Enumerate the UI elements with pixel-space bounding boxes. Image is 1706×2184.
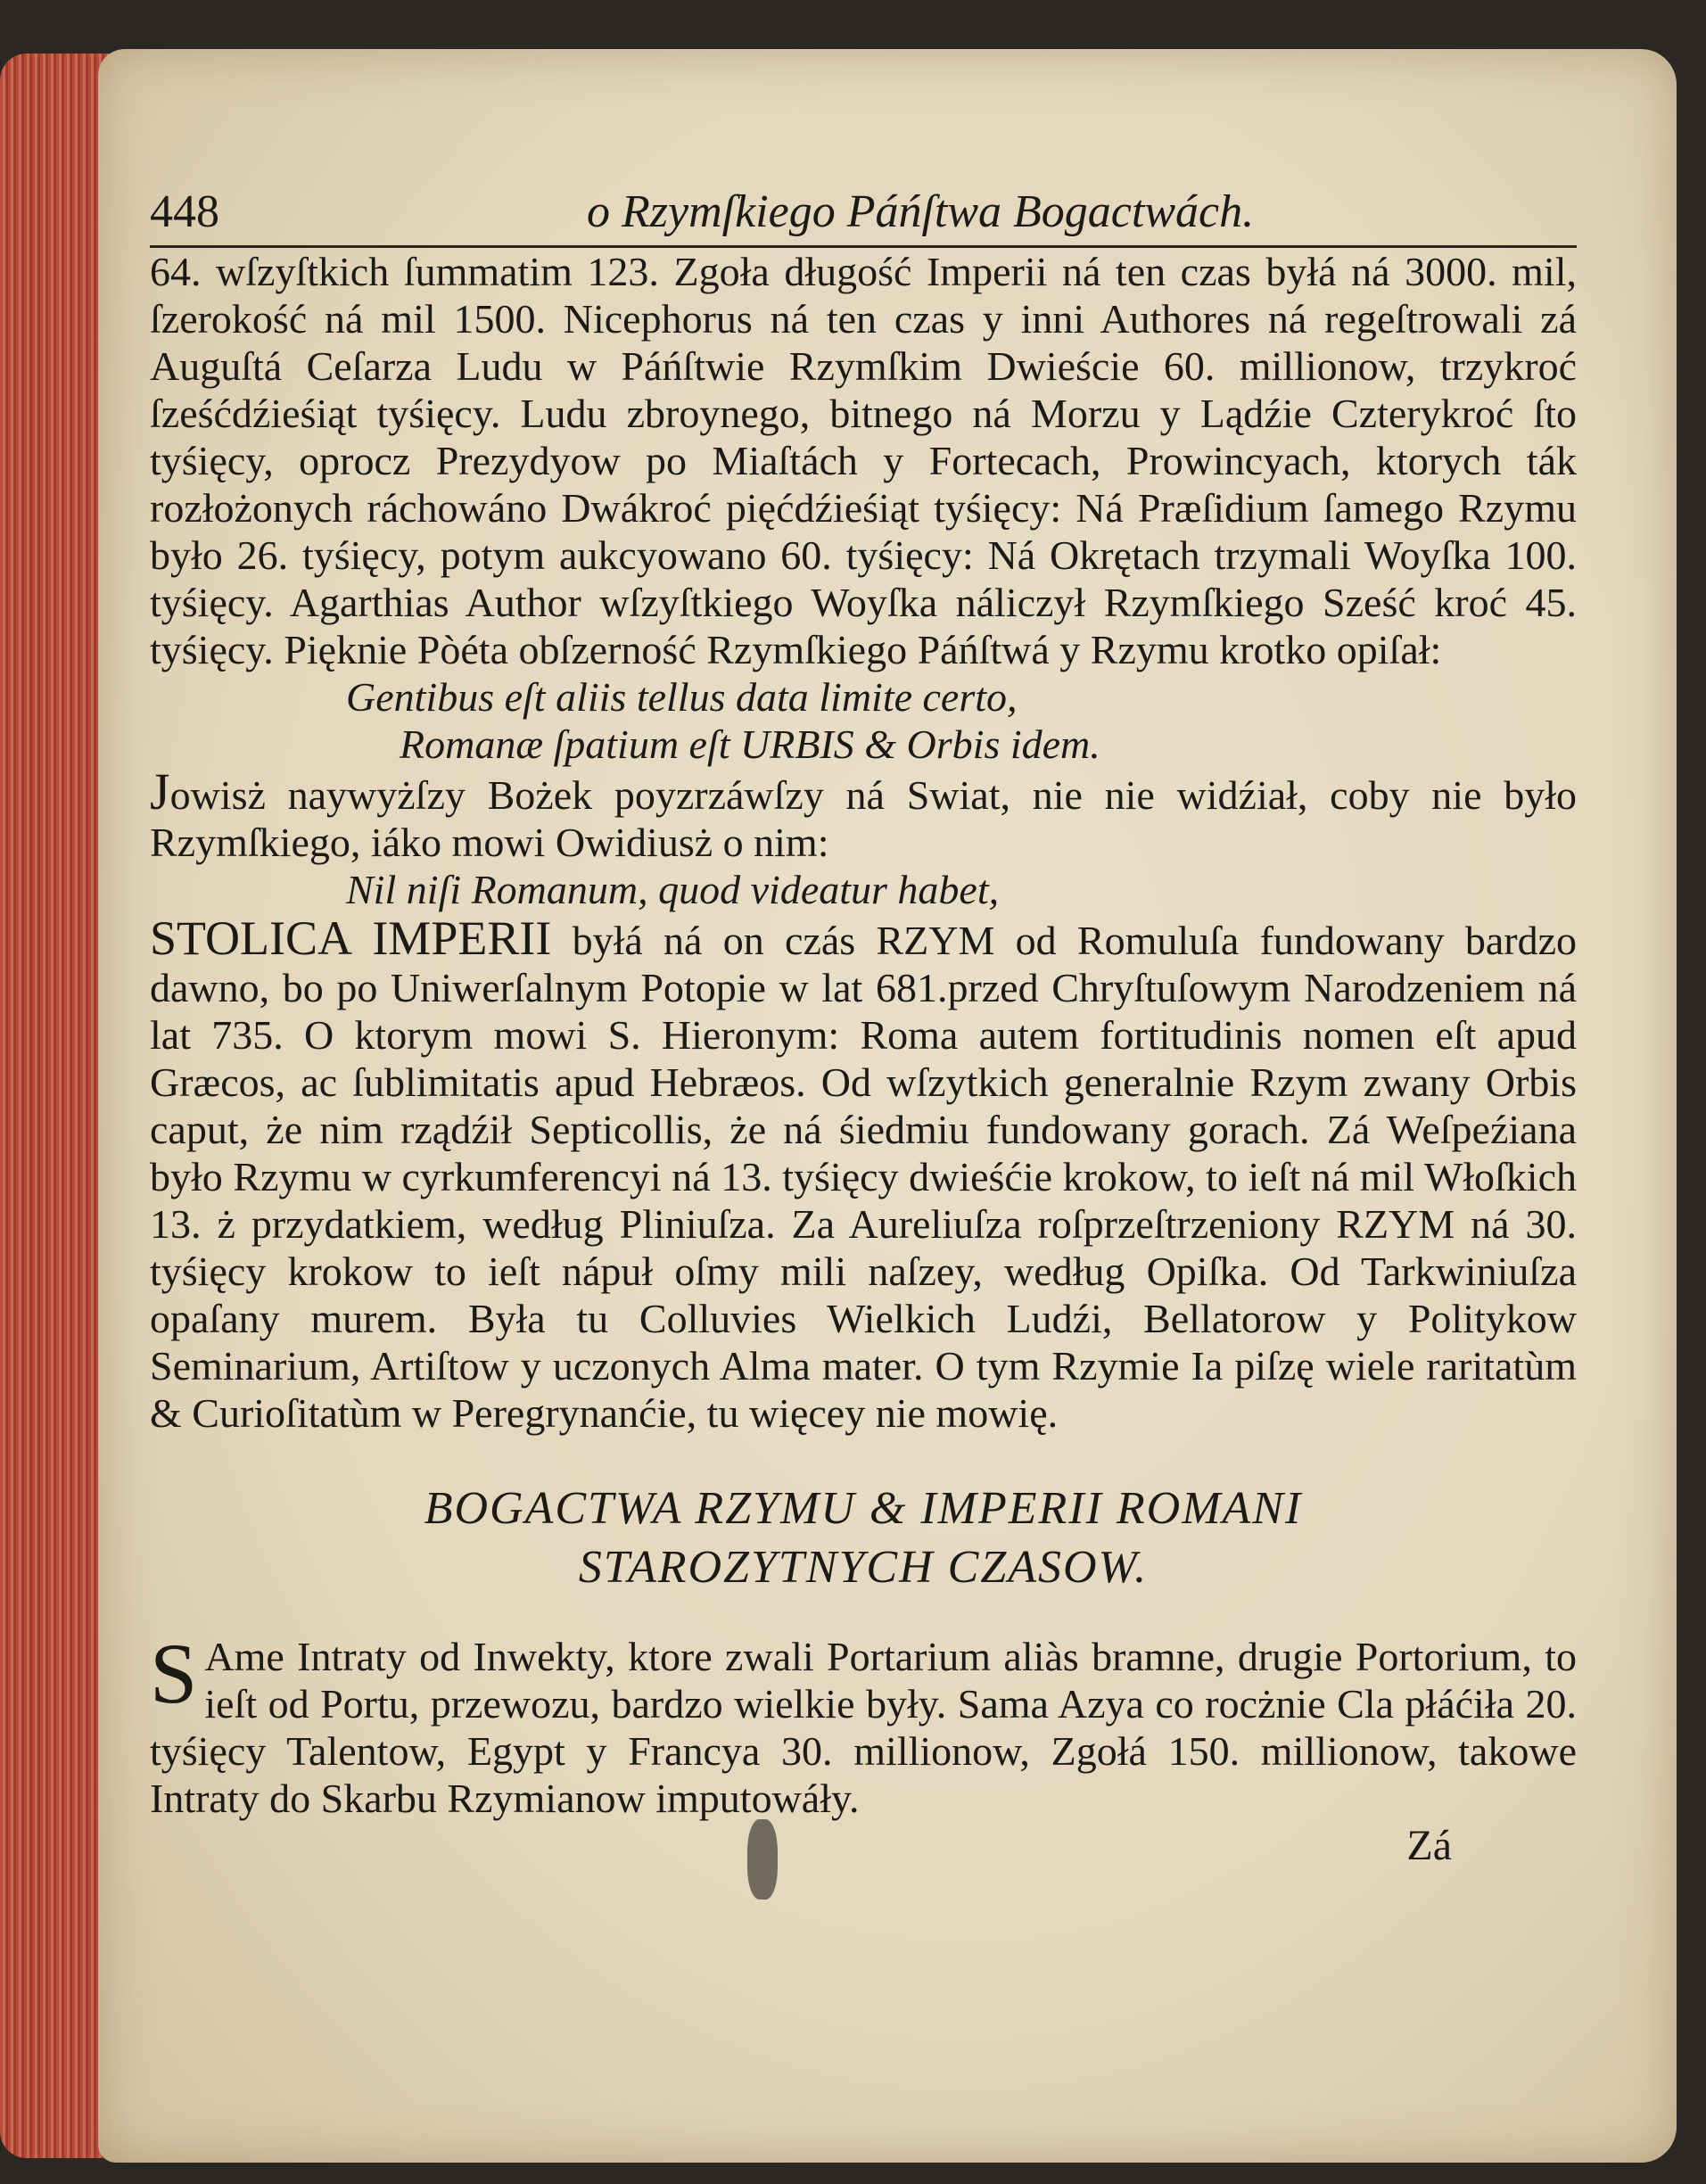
verse-line-3: Nil niſi Romanum, quod videatur habet, xyxy=(346,867,1000,912)
verse-line-1: Gentibus eſt aliis tellus data limite certo, xyxy=(346,674,1018,720)
section-heading-line-2: STAROZYTNYCH CZASOW. xyxy=(578,1542,1149,1593)
paragraph-2-text: owisż naywyżſzy Bożek poyzrzáwſzy ná Swiat, nie nie widźiał, coby nie było Rzymſkiego, iáko mowi Owidiusż o nim: xyxy=(150,772,1577,865)
section-heading-line-1: BOGACTWA RZYMU & IMPERII ROMANI xyxy=(424,1483,1303,1534)
running-head: o Rzymſkiego Páńſtwa Bogactwách. xyxy=(587,186,1255,237)
paragraph-4-text: Ame Intraty od Inwekty, ktore zwali Portarium aliàs bramne, drugie Portorium, to ieſt od Portu, przewozu, bardzo wielkie były. Sama Azya co rocżnie Cla płáćiła 20. tyśięcy Talentow, Egypt y Francya 30. millionow, Zgołá 150. millionow, takowe Intraty do Skarbu Rzymianow imputowáły. xyxy=(150,1634,1577,1821)
catchword: Zá xyxy=(1406,1822,1452,1869)
paragraph-3 xyxy=(150,913,1577,1437)
paragraph-3-text: byłá ná on czás RZYM od Romuluſa fundowany bardzo dawno, bo po Uniwerſalnym Potopie w lat 681.przed Chryſtuſowym Narodzeniem ná lat 735. O ktorym mowi S. Hieronym: Roma autem fortitudinis nomen eſt apud Græcos, ac ſublimitatis apud Hebræos. Od wſzytkich generalnie Rzym zwany Orbis caput, że nim rządźił Septicollis, że ná śiedmiu fundowany gorach. Zá Weſpeźiana było Rzymu w cyrkumferencyi ná 13. tyśięcy dwieśćie krokow, to ieſt ná mil Włoſkich 13. ż przydatkiem, według Pliniuſza. Za Aureliuſza roſprzeſtrzeniony RZYM ná 30. tyśięcy krokow to ieſt nápuł oſmy mili naſzey, według Opiſka. Od Tarkwiniuſza opaſany murem. Była tu Colluvies Wielkich Ludźi, Bellatorow y Politykow Seminarium, Artiſtow y uczonych Alma mater. O tym Rzymie Ia piſzę wiele raritatùm & Curioſitatùm w Peregrynanćie, tu więcey nie mowię. xyxy=(150,918,1577,1436)
page-number: 448 xyxy=(150,186,219,237)
page-header xyxy=(150,183,1577,248)
paragraph-2 xyxy=(150,762,1577,866)
paragraph-1: 64. wſzyſtkich ſummatim 123. Zgoła długość Imperii ná ten czas byłá ná 3000. mil, ſzerokość ná mil 1500. Nicephorus ná ten czas y inni Authores ná regeſtrowali zá Auguſtá Ceſarza Ludu w Páńſtwie Rzymſkim Dwieście 60. millionow, trzykroć ſześćdźieśiąt tyśięcy. Ludu zbroynego, bitnego ná Morzu y Lądźie Czterykroć ſto tyśięcy, oprocz Prezydyow po Miaſtách y Fortecach, Prowincyach, ktorych ták rozłożonych ráchowáno Dwákroć pięćdźieśiąt tyśięcy: Ná Præſidium ſamego Rzymu było 26. tyśięcy, potym aukcyowano 60. tyśięcy: Ná Okrętach trzymali Woyſka 100. tyśięcy. Agarthias Author wſzyſtkiego Woyſka náliczył Rzymſkiego Sześć kroć 45. tyśięcy. Pięknie Pòéta obſzerność Rzymſkiego Páńſtwá y Rzymu krotko opiſał: xyxy=(150,249,1577,672)
paragraph-4 xyxy=(150,1626,1577,1822)
paragraph-3-lead: STOLICA IMPERII xyxy=(150,911,552,965)
paragraph-2-initial: J xyxy=(150,762,170,820)
page-content xyxy=(150,183,1577,1870)
verse-line-2: Romanæ ſpatium eſt URBIS & Orbis idem. xyxy=(400,721,1100,767)
drop-cap: S xyxy=(150,1626,198,1721)
